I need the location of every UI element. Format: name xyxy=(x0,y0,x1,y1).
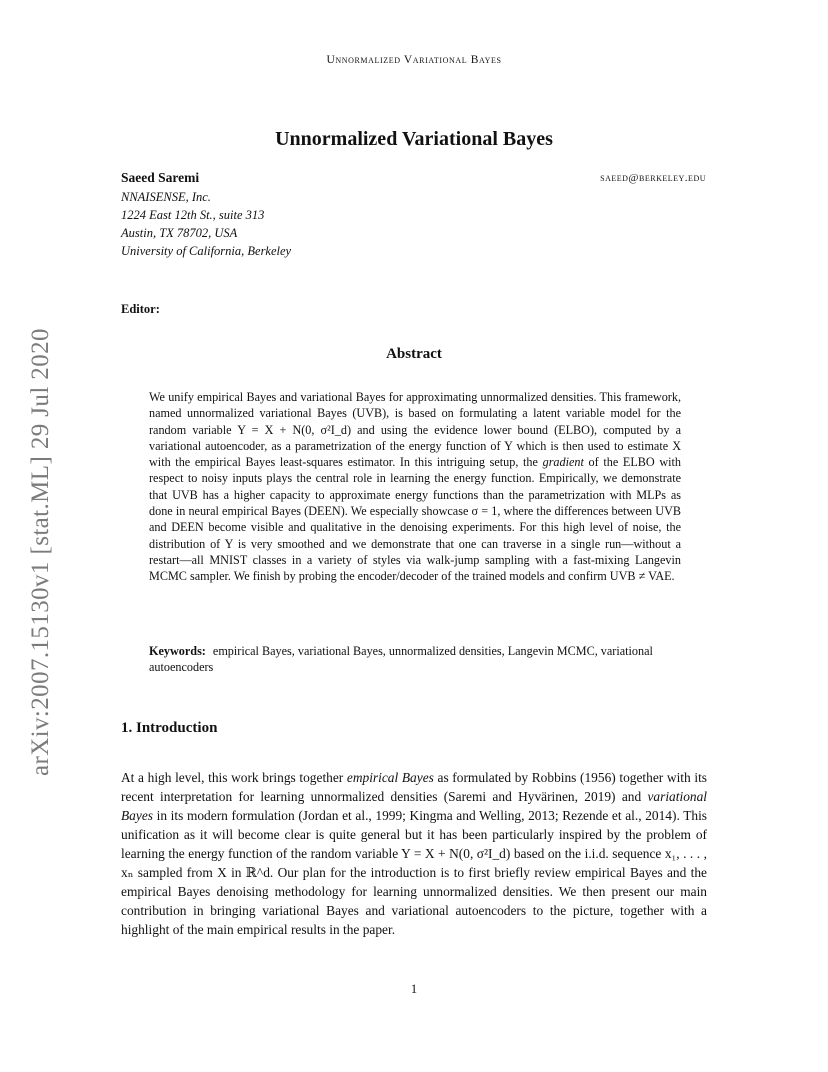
abstract-heading: Abstract xyxy=(386,346,442,362)
author-name: Saeed Saremi xyxy=(121,170,200,185)
affiliation-line: NNAISENSE, Inc. xyxy=(121,190,211,204)
affiliation-line: 1224 East 12th St., suite 313 xyxy=(121,208,265,222)
arxiv-identifier-stamp: arXiv:2007.15130v1 [stat.ML] 29 Jul 2020 xyxy=(27,328,54,776)
section-heading: 1. Introduction xyxy=(121,720,218,736)
intro-segment: in its modern formulation (Jordan et al., 1999; Kingma and Welling, 2013; Rezende et al., 2014). This unification as it will become clear is quite general but it has been particularly inspired by the problem of learning the energy function of the random variable Y = X + N(0, σ²I_d) based on the i.i.d. sequence x₁, . . . , xₙ sampled from X in ℝ^d. Our plan for the introduction is to first briefly review empirical Bayes and the empirical Bayes denoising methodology for learning unnormalized densities. We then present our main contribution in bringing variational Bayes and variational autoencoders to the picture, together with a highlight of the main empirical results in the paper. xyxy=(121,808,707,937)
author-email: saeed@berkeley.edu xyxy=(600,172,706,184)
paper-title: Unnormalized Variational Bayes xyxy=(275,128,553,150)
abstract-part-1: We unify empirical Bayes and variational Bayes for approximating unnormalized densities. This framework, named unnormalized variational Bayes (UVB), is based on formulating a latent variable model for the random variable Y = X + N(0, σ²I_d) and using the evidence lower bound (ELBO), computed by a variational autoencoder, as a parametrization of the energy function of Y which is then used to estimate X with the empirical Bayes least-squares estimator. In this intriguing setup, the xyxy=(149,390,681,470)
keywords xyxy=(149,643,681,676)
abstract-part-2: of the ELBO with respect to noisy inputs plays the central role in learning the energy function. Empirically, we demonstrate that UVB has a higher capacity to approximate energy functions than the parametrization with MLPs as done in neural empirical Bayes (DEEN). We especially showcase σ = 1, where the differences between UVB and DEEN become visible and qualitative in the denoising experiments. For this high level of noise, the distribution of Y is very smoothed and we demonstrate that one can traverse in a single run—without a restart—all MNIST classes in a variety of styles via walk-jump sampling with a fast-mixing Langevin MCMC sampler. We finish by probing the encoder/decoder of the trained models and confirm UVB ≠ VAE. xyxy=(149,455,682,584)
intro-italic-term: empirical Bayes xyxy=(346,770,434,785)
abstract-italic-term: gradient xyxy=(542,455,584,470)
intro-italic-term: variational Bayes xyxy=(121,789,707,823)
intro-segment: as formulated by Robbins (1956) together with its recent interpretation for learning unnormalized densities (Saremi and Hyvärinen, 2019) and xyxy=(121,770,708,804)
running-head: Unnormalized Variational Bayes xyxy=(326,54,502,66)
affiliation-line: Austin, TX 78702, USA xyxy=(121,226,238,240)
abstract-text xyxy=(149,389,681,585)
intro-segment: At a high level, this work brings together xyxy=(121,770,347,785)
keywords-label: Keywords: xyxy=(149,644,206,658)
page-number: 1 xyxy=(410,982,418,996)
affiliation-line: University of California, Berkeley xyxy=(121,244,292,258)
editor-label: Editor: xyxy=(121,302,160,316)
introduction-text xyxy=(121,768,707,939)
keywords-text: empirical Bayes, variational Bayes, unnormalized densities, Langevin MCMC, variational autoencoders xyxy=(149,644,653,675)
